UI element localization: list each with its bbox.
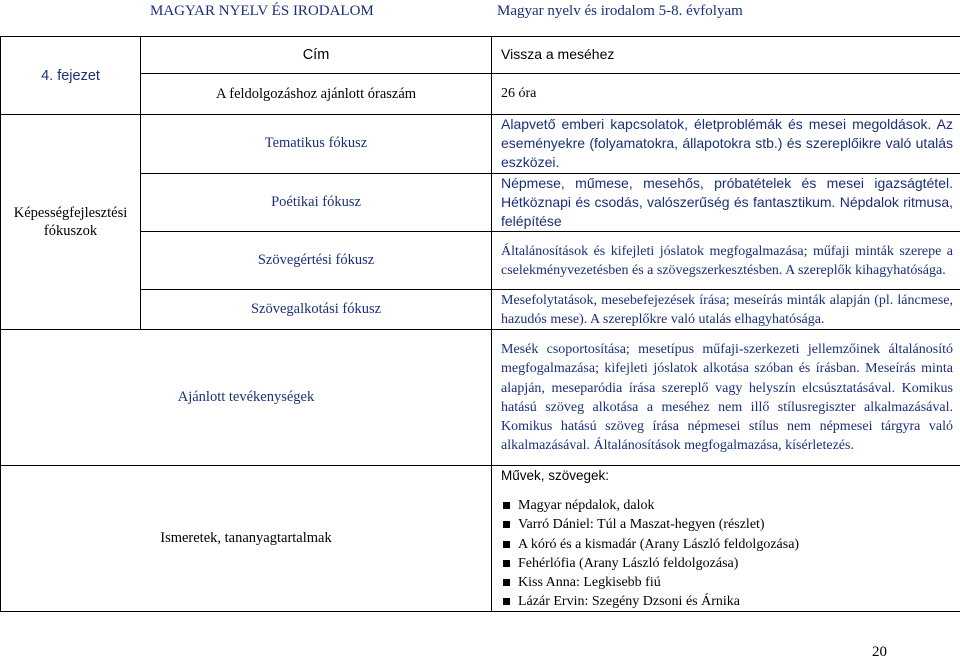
title-value: Vissza a meséhez (501, 46, 614, 62)
comprehension-text: Általánosítások és kifejleti jóslatok megfogalmazása; műfaji minták szerepe a cselekményvezetésben és a szövegszerkesztésben. A szereplők kihagyhatósága. (501, 244, 953, 278)
hours-value-cell (492, 74, 960, 115)
thematic-label: Tematikus fókusz (265, 135, 367, 151)
chapter-label: 4. fejezet (41, 68, 100, 84)
curriculum-table (0, 36, 960, 612)
list-item (501, 573, 953, 592)
table-row (1, 37, 960, 74)
page-number: 20 (872, 644, 887, 661)
work-title: Kiss Anna: Legkisebb fiú (518, 575, 661, 590)
list-item (501, 515, 953, 534)
square-bullet-icon (503, 502, 510, 509)
knowledge-label-cell (1, 466, 492, 612)
composition-text: Mesefolytatások, mesebefejezések írása; meseírás minták alapján (pl. láncmese, hazudós mese). A szereplőkre való utalás elhagyhatósága. (501, 293, 953, 327)
title-label: Cím (303, 47, 330, 63)
list-item (501, 496, 953, 515)
composition-text-cell (492, 290, 960, 330)
square-bullet-icon (503, 541, 510, 548)
hours-value: 26 óra (501, 86, 536, 101)
table-row (1, 115, 960, 174)
comprehension-label-cell (141, 232, 492, 290)
focus-group-label: Képességfejlesztési fókuszok (14, 205, 128, 239)
activities-label: Ajánlott tevékenységek (178, 389, 315, 405)
list-item (501, 554, 953, 573)
works-heading: Művek, szövegek: (501, 466, 953, 485)
activities-label-cell (1, 330, 492, 466)
square-bullet-icon (503, 598, 510, 605)
work-title: Fehérlófia (Arany László feldolgozása) (518, 556, 738, 571)
activities-text-cell (492, 330, 960, 466)
square-bullet-icon (503, 560, 510, 567)
composition-label-cell (141, 290, 492, 330)
table-row (1, 466, 960, 612)
table-row (1, 74, 960, 115)
title-label-cell (141, 37, 492, 74)
list-item (501, 535, 953, 554)
work-title: Lázár Ervin: Szegény Dzsoni és Árnika (518, 594, 740, 609)
work-title: Varró Dániel: Túl a Maszat-hegyen (részlet) (518, 517, 765, 532)
works-cell (492, 466, 960, 612)
poetic-text: Népmese, műmese, mesehős, próbatételek és mesei igazságtétel. Hétköznapi és csodás, valószerűség és fantasztikum. Népdalok ritmusa, felépítése (501, 175, 953, 229)
comprehension-text-cell (492, 232, 960, 290)
poetic-label: Poétikai fókusz (271, 194, 361, 210)
square-bullet-icon (503, 579, 510, 586)
thematic-label-cell (141, 115, 492, 174)
table-row (1, 330, 960, 466)
hours-label: A feldolgozáshoz ajánlott óraszám (216, 86, 416, 102)
activities-text: Mesék csoportosítása; mesetípus műfaji-szerkezeti jellemzőinek általánosító megfogalmazása; kifejleti jóslatok alkotása szóban és írásban. Meseírás minta alapján, meseparódia írása szereplő vagy helyszín elcsúsztatásával. Komikus hatású szöveg alkotása a meséhez nem illő stílusregiszter alkalmazásával. Komikus hatású szöveg írása népmesei stílus nem népmesei tárgyra való alkalmazásával. Általánosítások megfogalmazása, kísérletezés. (501, 342, 953, 453)
thematic-text: Alapvető emberi kapcsolatok, életproblémák és mesei megoldások. Az eseményekre (folyamatokra, állapotokra stb.) és szereplőikre való utalás eszközei. (501, 116, 953, 170)
poetic-label-cell (141, 173, 492, 232)
composition-label: Szövegalkotási fókusz (251, 301, 381, 317)
focus-group-cell (1, 115, 141, 330)
square-bullet-icon (503, 521, 510, 528)
title-value-cell (492, 37, 960, 74)
work-title: Magyar népdalok, dalok (518, 498, 654, 513)
chapter-cell (1, 37, 141, 115)
comprehension-label: Szövegértési fókusz (258, 252, 374, 268)
header-left: MAGYAR NYELV ÉS IRODALOM (150, 3, 374, 20)
work-title: A kóró és a kismadár (Arany László feldolgozása) (518, 537, 799, 552)
hours-label-cell (141, 74, 492, 115)
table-row (1, 232, 960, 290)
table-row (1, 290, 960, 330)
table-row (1, 173, 960, 232)
list-item (501, 592, 953, 611)
works-list (501, 496, 953, 611)
header-right: Magyar nyelv és irodalom 5-8. évfolyam (497, 3, 743, 20)
poetic-text-cell (492, 173, 960, 232)
knowledge-label: Ismeretek, tananyagtartalmak (160, 530, 332, 546)
thematic-text-cell (492, 115, 960, 174)
